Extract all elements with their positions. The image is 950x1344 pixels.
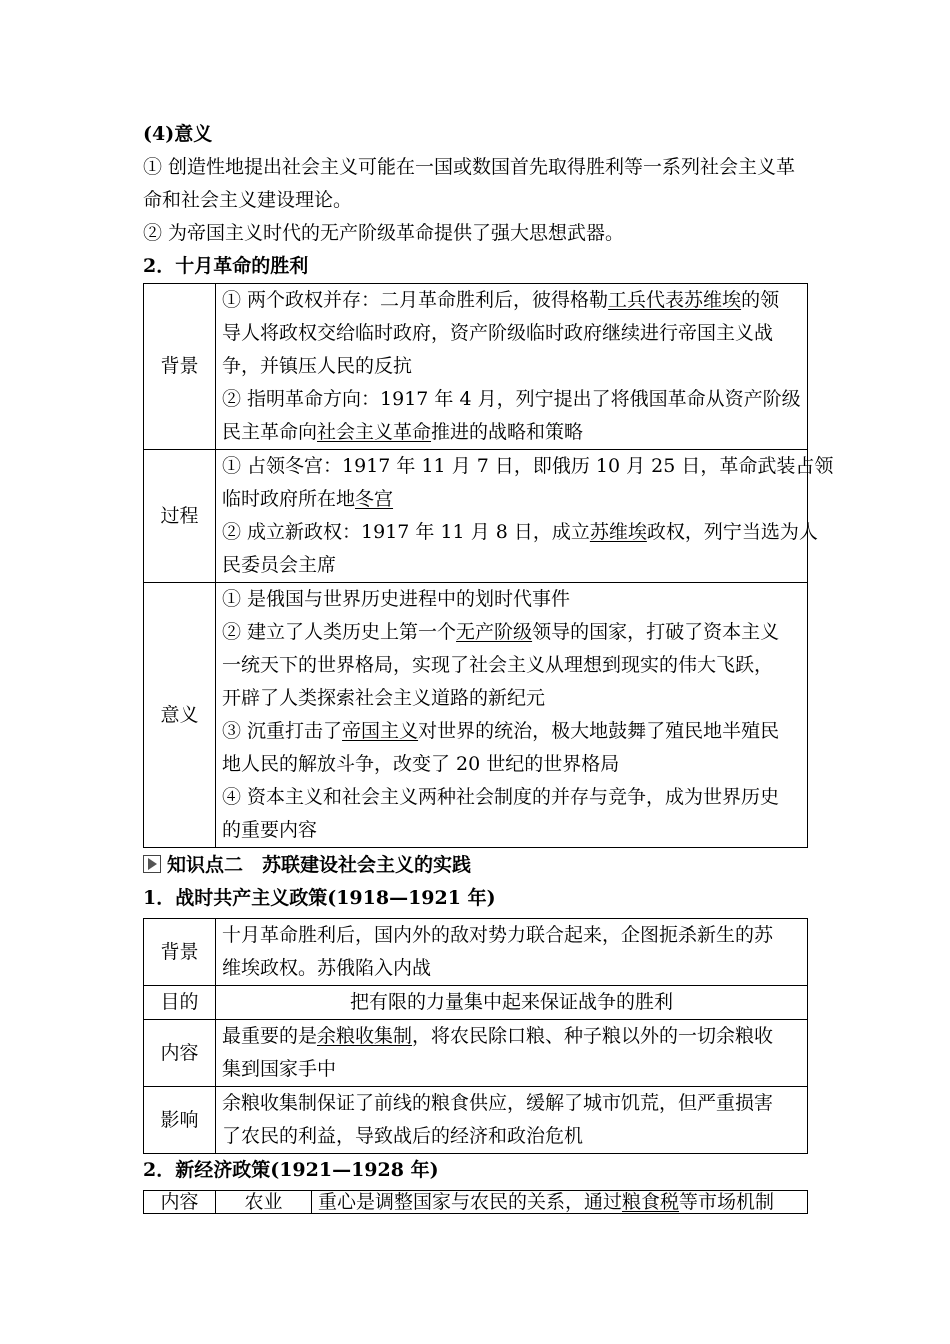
text-segment: 争，并镇压人民的反抗 (222, 355, 413, 377)
row-label: 影响 (144, 1087, 216, 1154)
content-line (222, 1020, 801, 1053)
table-row (144, 450, 808, 583)
underlined-term: 工兵代表苏维埃 (608, 289, 742, 311)
content-line (222, 649, 801, 682)
content-line (222, 383, 801, 416)
text-segment: ① 两个政权并存：二月革命胜利后，彼得格勒 (222, 289, 609, 311)
content-line (222, 450, 834, 483)
content-line (222, 1053, 801, 1086)
content-line (222, 549, 801, 582)
content-line (222, 748, 801, 781)
table-row (144, 284, 808, 450)
text-segment: ，将农民除口粮、种子粮以外的一切余粮收 (412, 1025, 774, 1047)
significance-item-1-line-1: ① 创造性地提出社会主义可能在一国或数国首先取得胜利等一系列社会主义革 (143, 156, 796, 178)
table-row (144, 986, 808, 1020)
underlined-term: 社会主义革命 (317, 421, 432, 443)
text-segment: 集到国家手中 (222, 1058, 337, 1080)
new-economic-policy-heading: 2．新经济政策(1921—1928 年) (143, 1159, 439, 1181)
content-line (222, 781, 801, 814)
table-row (144, 1087, 808, 1154)
underlined-term: 冬宫 (355, 488, 394, 510)
text-segment: 导人将政权交给临时政府，资产阶级临时政府继续进行帝国主义战 (222, 322, 774, 344)
text-segment: 维埃政权。苏俄陷入内战 (222, 957, 432, 979)
text-segment: 等市场机制 (679, 1191, 775, 1213)
text-segment: 民委员会主席 (222, 554, 337, 576)
row-content (312, 1191, 808, 1214)
content-line (222, 416, 801, 449)
text-segment: ④ 资本主义和社会主义两种社会制度的并存与竞争，成为世界历史 (222, 786, 780, 808)
play-triangle-icon (143, 855, 161, 873)
content-line (222, 1120, 801, 1153)
text-segment: 十月革命胜利后，国内外的敌对势力联合起来，企图扼杀新生的苏 (222, 924, 774, 946)
significance-item-2: ② 为帝国主义时代的无产阶级革命提供了强大思想武器。 (143, 222, 625, 244)
table-row (144, 1191, 808, 1214)
underlined-term: 苏维埃 (589, 521, 647, 543)
text-segment: ① 是俄国与世界历史进程中的划时代事件 (222, 588, 571, 610)
row-label: 目的 (144, 986, 216, 1020)
table-row (144, 919, 808, 986)
table-row (144, 1020, 808, 1087)
document-page (143, 118, 834, 1214)
content-line (222, 814, 801, 847)
wartime-communism-table (143, 918, 808, 1154)
content-line (222, 284, 801, 317)
text-segment: ② 成立新政权：1917 年 11 月 8 日，成立 (222, 521, 590, 543)
text-segment: 领导的国家，打破了资本主义 (532, 621, 780, 643)
text-segment: 的领 (741, 289, 780, 311)
content-line (222, 516, 818, 549)
text-segment: 开辟了人类探索社会主义道路的新纪元 (222, 687, 546, 709)
text-segment: 最重要的是 (222, 1025, 318, 1047)
content-line (222, 715, 801, 748)
knowledge-point-2-title: 知识点二 苏联建设社会主义的实践 (167, 854, 472, 876)
content-line (222, 952, 801, 985)
content-line (222, 583, 801, 616)
row-label: 内容 (144, 1191, 216, 1214)
text-segment: 重心是调整国家与农民的关系，通过 (318, 1191, 623, 1213)
text-segment: ③ 沉重打击了 (222, 720, 343, 742)
row-content (216, 450, 834, 583)
text-segment: 政权，列宁当选为人 (646, 521, 818, 543)
row-content (216, 1020, 808, 1087)
content-line (222, 616, 801, 649)
underlined-term: 无产阶级 (456, 621, 533, 643)
new-economic-policy-table (143, 1190, 808, 1214)
wartime-communism-heading: 1．战时共产主义政策(1918—1921 年) (143, 887, 496, 909)
row-content (216, 284, 808, 450)
october-revolution-table (143, 283, 834, 848)
row-label: 背景 (144, 919, 216, 986)
content-line (222, 919, 801, 952)
text-segment: 民主革命向 (222, 421, 318, 443)
text-segment: ② 指明革命方向：1917 年 4 月，列宁提出了将俄国革命从资产阶级 (222, 388, 801, 410)
text-segment: 了农民的利益，导致战后的经济和政治危机 (222, 1125, 584, 1147)
row-label: 背景 (144, 284, 216, 450)
table-row (144, 583, 808, 848)
row-content (216, 583, 808, 848)
row-content (216, 919, 808, 986)
row-label: 内容 (144, 1020, 216, 1087)
row-label: 意义 (144, 583, 216, 848)
underlined-term: 余粮收集制 (317, 1025, 413, 1047)
text-segment: 余粮收集制保证了前线的粮食供应，缓解了城市饥荒，但严重损害 (222, 1092, 774, 1114)
row-content: 把有限的力量集中起来保证战争的胜利 (216, 986, 808, 1020)
content-line (222, 317, 801, 350)
text-segment: 地人民的解放斗争，改变了 20 世纪的世界格局 (222, 753, 620, 775)
row-label: 过程 (144, 450, 216, 583)
text-segment: 对世界的统治，极大地鼓舞了殖民地半殖民 (418, 720, 780, 742)
october-revolution-heading: 2．十月革命的胜利 (143, 255, 309, 277)
significance-heading: (4)意义 (143, 123, 213, 145)
underlined-term: 帝国主义 (342, 720, 419, 742)
content-line (222, 682, 801, 715)
underlined-term: 粮食税 (622, 1191, 680, 1213)
content-line (222, 483, 801, 516)
row-content (216, 1087, 808, 1154)
text-segment: 临时政府所在地 (222, 488, 356, 510)
text-segment: ② 建立了人类历史上第一个 (222, 621, 457, 643)
knowledge-point-2-heading (143, 849, 808, 882)
content-line (222, 1087, 801, 1120)
text-segment: 推进的战略和策略 (431, 421, 584, 443)
row-sub-label: 农业 (216, 1191, 312, 1214)
text-segment: 一统天下的世界格局，实现了社会主义从理想到现实的伟大飞跃， (222, 654, 774, 676)
text-segment: ① 占领冬宫：1917 年 11 月 7 日，即俄历 10 月 25 日，革命武装占领 (222, 455, 834, 477)
content-line (222, 350, 801, 383)
text-segment: 的重要内容 (222, 819, 318, 841)
significance-item-1-line-2: 命和社会主义建设理论。 (143, 189, 353, 211)
